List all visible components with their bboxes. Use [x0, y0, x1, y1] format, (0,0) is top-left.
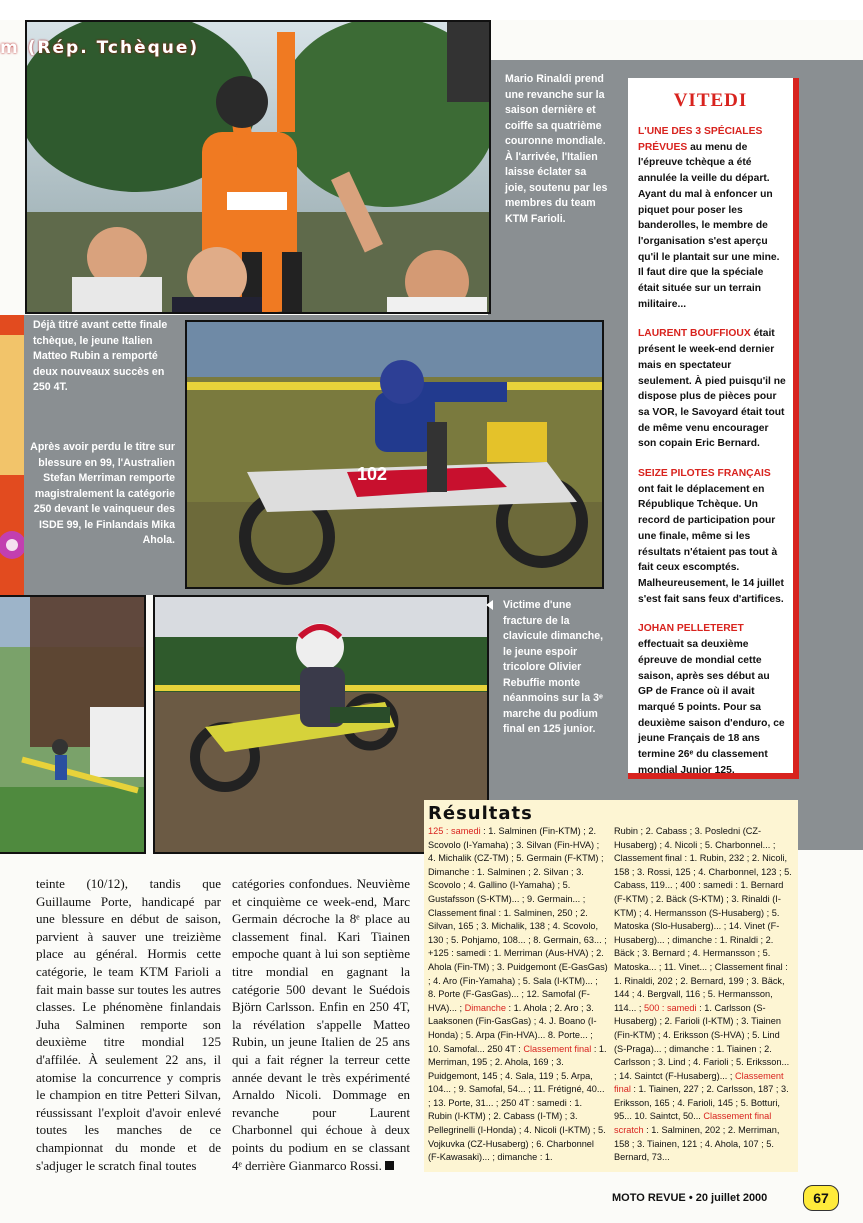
vitedi-item [638, 621, 787, 778]
results-col-2 [614, 825, 794, 1165]
results-text: : 1. Ahola ; 2. Aro ; 3. Laaksonen (Fin-GasGas) ; 4. J. Boano (I-Honda) ; 5. Arpa (Fin-HVA)... 8. Porte... ; 10. Samofal... 250 4T : [428, 1002, 597, 1054]
results-label: 125 : samedi [428, 826, 481, 836]
caption-rubin: Déjà titré avant cette finale tchèque, le jeune Italien Matteo Rubin a remporté deux nouveaux succès en 250 4T. [33, 319, 168, 393]
vitedi-item-lead: SEIZE PILOTES FRANÇAIS [638, 468, 771, 480]
vitedi-item [638, 326, 787, 452]
body-column-2 [232, 875, 410, 1174]
vitedi-item-lead: L'UNE DES 3 SPÉCIALES PRÉVUES [638, 126, 763, 153]
end-mark-icon [385, 1161, 394, 1170]
footer-magazine: MOTO REVUE [612, 1192, 686, 1204]
caption-merriman: Après avoir perdu le titre sur blessure en 99, l'Australien Stefan Merriman remporte magistralement la catégorie 250 devant le vainqueur des ISDE 99, le Finlandais Mika Ahola. [30, 441, 175, 546]
vitedi-item-lead: JOHAN PELLETERET [638, 623, 744, 635]
results-label: Classement final [523, 1043, 592, 1054]
results-title: Résultats [428, 803, 533, 824]
photo-rinaldi-celebration [25, 20, 491, 314]
vitedi-box [628, 78, 799, 779]
vitedi-item-text: ont fait le déplacement en République Tchèque. Un record de participation pour une finale, même si les résultats n'étaient pas tout à fait ceux escomptés. Malheureusement, le 14 juillet s'est fait sans feux d'artifices. [638, 483, 784, 605]
results-text: : 1. Salminen (Fin-KTM) ; 2. Scovolo (I-Yamaha) ; 3. Silvan (Fin-HVA) ; 4. Michalik (CZ-TM) ; 5. Germain (F-KTM) ; Dimanche : 1. Salminen ; 2. Silvan ; 3. Scovolo ; 4. Gallino (I-Yamaha) ; 5. Gustafsson (S-KTM)... ; 9. Germain... ; Classement final : 1. Salminen, 250 ; 2. Silvan, 165 ; 3. Michalik, 138 ; 4. Scovolo, 130 ; 5. Pohjamo, 108... ; 8. Germain, 63... ; +125 : samedi : 1. Merriman (Aus-HVA) ; 2. Ahola (Fin-TM) ; 3. Puidgemont (E-GasGas) ; 4. Aro (Fin-Yamaha) ; 5. Sala (I-KTM)... ; 8. Porte (F-GasGas)... ; 12. Samofal (F-HVA)... ; [428, 826, 608, 1013]
results-label: Dimanche [464, 1002, 506, 1013]
results-text: : 1. Merriman, 195 ; 2. Ahola, 169 ; 3. Puidgemont, 145 ; 4. Sala, 119 ; 5. Arpa, 104... ; 9. Samofal, 54... ; 11. Frétigné, 40... ; 13. Porte, 31... ; 250 4T : samedi : 1. Rubin (I-KTM) ; 2. Cabass (I-TM) ; 3. Pellegrinelli (I-Honda) ; 4. Nicoli (I-KTM) ; 5. Vojkuvka (CZ-Husaberg) ; 6. Charbonnel (F-Kawasaki)... ; dimanche : 1. [428, 1043, 607, 1163]
results-label: Classement final [614, 1070, 784, 1095]
footer-bullet: • [688, 1192, 693, 1204]
body-column-2-text: catégories confondues. Neuvième et cinquième ce week-end, Marc Germain décroche la 8ᵉ place au classement final. Kari Tiainen empoche quant à lui son septième titre mondial en gagnant la catégorie 500 devant le Suédois Björn Carlsson. Enfin en 250 4T, la révélation s'appelle Matteo Rubin, un jeune Italien de 25 ans qui a fait régner la terreur cette année devant le très expérimenté Arnaldo Nicoli. Dommage en revanche pour Laurent Charbonnel qui échoue à deux points du podium en se classant 4ᵉ derrière Gianmarco Rossi. [232, 876, 410, 1173]
caption-rebuffie: Victime d'une fracture de la clavicule dimanche, le jeune espoir tricolore Olivier Rebuffie monte néanmoins sur la 3ᵉ marche du podium final en 125 junior. [503, 599, 604, 735]
results-label: 500 : samedi [643, 1002, 697, 1013]
results-text: Rubin ; 2. Cabass ; 3. Posledni (CZ-Husaberg) ; 4. Nicoli ; 5. Charbonnel... ; Classement final : 1. Rubin, 232 ; 2. Nicoli, 158 ; 3. Rossi, 125 ; 4. Charbonnel, 123 ; 5. Cabass, 119... ; 400 : samedi : 1. Bernard (F-KTM) ; 2. Bäck (S-KTM) ; 3. Rinaldi (I-KTM) ; 4. Hermansson (S-Husaberg) ; 5. Matoska (Slo-Husaberg)... ; 14. Vinet (F-Husaberg)... ; dimanche : 1. Rinaldi ; 2. Bäck ; 3. Bernard ; 4. Hermansson ; 5. Matoska... ; 11. Vinet... ; Classement final : 1. Rinaldi, 202 ; 2. Bernard, 199 ; 3. Bäck, 144 ; 4. Bergvall, 116 ; 5. Hermansson, 114... ; [614, 826, 792, 1013]
vitedi-title: VITEDI [673, 90, 748, 111]
caption-pointer [486, 600, 493, 610]
left-edge-photo-strip [0, 315, 24, 595]
results-label: Classement final scratch [614, 1111, 772, 1136]
footer-date: 20 juillet 2000 [695, 1192, 768, 1204]
photo-spectators-svg [0, 597, 144, 852]
page-number: 67 [803, 1185, 839, 1211]
results-box [424, 800, 798, 1172]
photo-merriman-svg [187, 322, 602, 587]
results-col-1 [428, 825, 608, 1165]
vitedi-item [638, 124, 787, 312]
footer [612, 1192, 767, 1204]
vitedi-body [628, 124, 793, 778]
vitedi-item-text: effectuait sa deuxième épreuve de mondial cette saison, après ses début au GP de France où il avait marqué 5 points. Pour sa deuxième saison d'enduro, ce jeune Français de 18 ans termine 26ᵉ du classement mondial Junior 125. [638, 639, 785, 776]
photo-merriman-bike [185, 320, 604, 589]
vitedi-item-lead: LAURENT BOUFFIOUX [638, 328, 751, 340]
top-margin [0, 0, 863, 20]
flower-decoration-icon [0, 315, 24, 595]
vitedi-item-text: était présent le week-end dernier mais en spectateur seulement. À pied puisqu'il ne dispose plus de pièces pour sa VOR, le Savoyard était tout de même venu encourager son copain Eric Bernard. [638, 328, 786, 450]
photo-rinaldi-svg [27, 22, 489, 312]
vitedi-item [638, 466, 787, 607]
photo-spectators [0, 595, 146, 854]
body-column-1: teinte (10/12), tandis que Guillaume Porte, handicapé par une blessure en début de saison, parvient à sauver une treizième place au général. Hormis cette catégorie, le team KTM Farioli a fait main basse sur toutes les autres classes. Le phénomène finlandais Juha Salminen remporte son deuxième titre mondial 125 d'affilée. À seulement 22 ans, il atomise la concurrence y compris le champion en titre Petteri Silvan, réussissant l'exploit d'avoir enlevé toutes les manches de ce championnat du monde et de s'adjuger le scratch final toutes [36, 876, 221, 1173]
bike-number: 102 [357, 464, 388, 484]
vitedi-item-text: au menu de l'épreuve tchèque a été annulée la veille du départ. Ayant du mal à enfoncer un piquet pour poser les banderolles, le membre de l'organisation s'est aperçu qu'il le plantait sur une mine. Il faut dire que la spéciale était située sur un terrain militaire... [638, 141, 780, 310]
results-text: : 1. Salminen, 202 ; 2. Merriman, 158 ; 3. Tiainen, 121 ; 4. Ahola, 107 ; 5. Bernard, 73... [614, 1125, 780, 1163]
caption-rinaldi: Mario Rinaldi prend une revanche sur la saison dernière et coiffe sa quatrième couronne mondiale. À l'arrivée, l'Italien laisse éclater sa joie, soutenu par les membres du team KTM Farioli. [505, 73, 608, 225]
section-title: m (Rép. Tchèque) [0, 38, 200, 58]
results-text: : 1. Tiainen, 227 ; 2. Carlsson, 187 ; 3. Eriksson, 165 ; 4. Farioli, 145 ; 5. Botturi, 95... 10. Saintct, 50... [614, 1084, 789, 1122]
results-text: : 1. Carlsson (S-Husaberg) ; 2. Farioli (I-KTM) ; 3. Tiainen (Fin-KTM) ; 4. Eriksson (S-HVA) ; 5. Lind (S-Praga)... ; dimanche : 1. Tiainen ; 2. Carlsson ; 3. Lind ; 4. Farioli ; 5. Eriksson... ; 14. Saintct (F-Husaberg)... ; [614, 1002, 790, 1081]
